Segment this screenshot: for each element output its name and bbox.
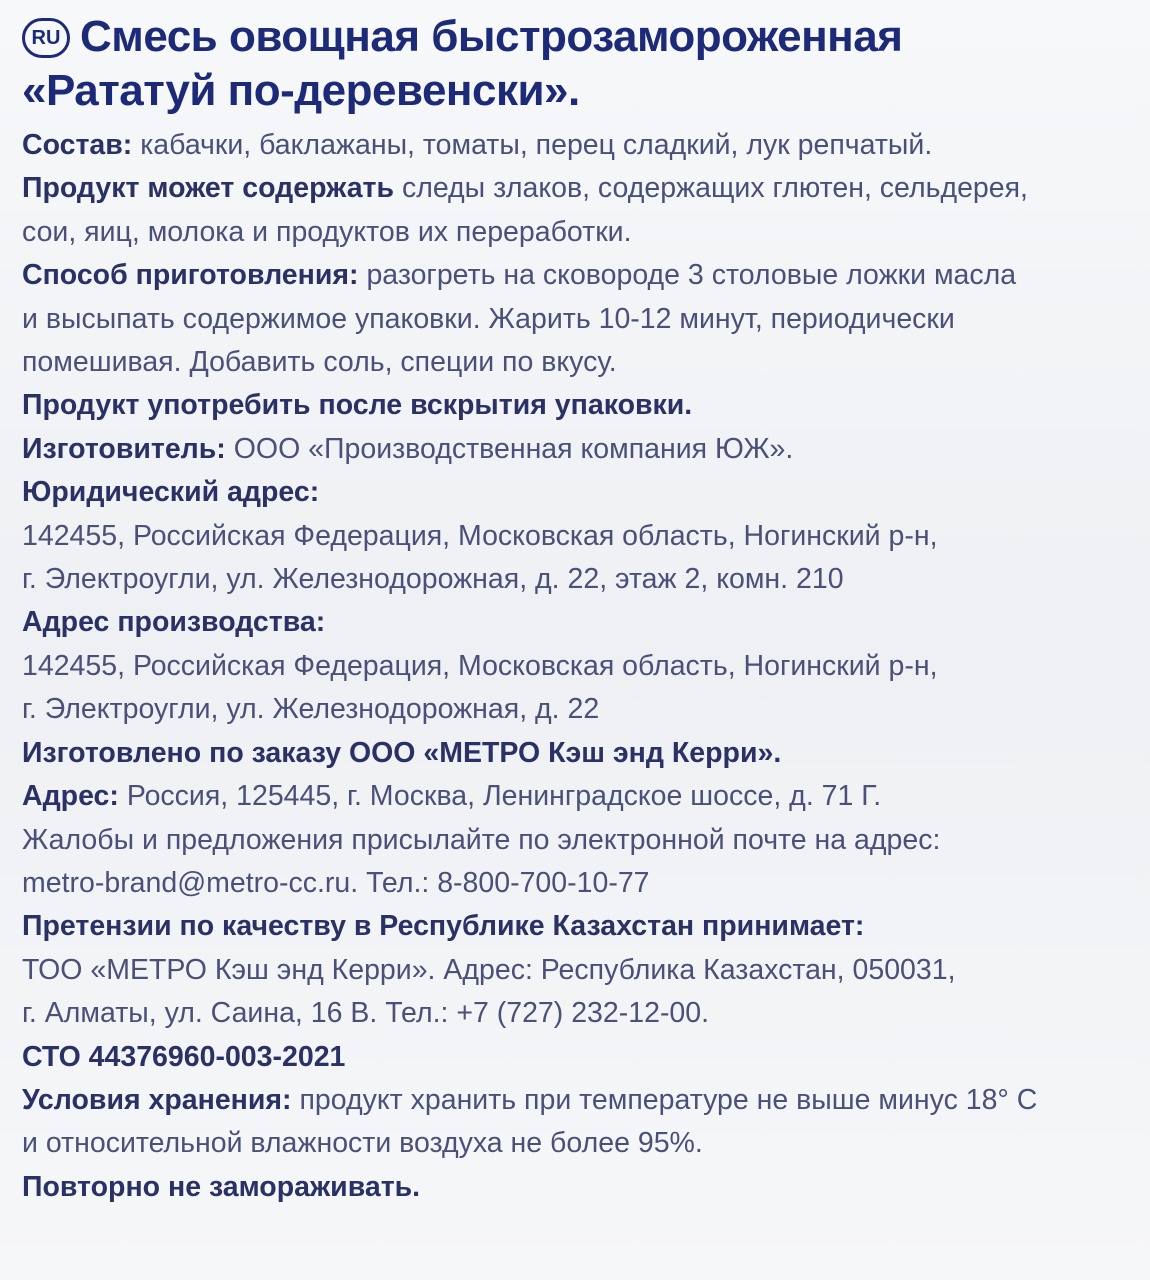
label-line-text: Жалобы и предложения присылайте по электронной почте на адрес: <box>22 823 941 856</box>
label-line-text: кабачки, баклажаны, томаты, перец сладкий, лук репчатый. <box>132 129 933 161</box>
label-line <box>22 384 1136 427</box>
label-line <box>22 341 1136 384</box>
label-line <box>22 992 1136 1035</box>
label-line-bold: Изготовлено по заказу ООО «МЕТРО Кэш энд Керри». <box>22 736 782 769</box>
title-row <box>22 10 1136 118</box>
label-line-bold: Юридический адрес: <box>22 476 320 509</box>
label-line-text: продукт хранить при температуре не выше минус 18° С <box>291 1083 1038 1116</box>
label-line <box>22 688 1136 731</box>
label-line-bold: Состав: <box>22 129 133 161</box>
label-line <box>22 1122 1136 1165</box>
label-line-bold: Адрес: <box>22 780 119 813</box>
label-line-text: и относительной влажности воздуха не более 95%. <box>22 1127 703 1160</box>
label-line-text: 142455, Российская Федерация, Московская область, Ногинский р-н, <box>22 649 938 682</box>
label-line-bold: СТО 44376960-003-2021 <box>22 1040 346 1073</box>
label-line <box>22 732 1136 775</box>
label-line-bold: Способ приготовления: <box>22 259 359 292</box>
label-line <box>22 558 1136 601</box>
label-line-text: следы злаков, содержащих глютен, сельдерея, <box>394 172 1028 205</box>
label-line <box>22 601 1136 644</box>
label-line-text: г. Алматы, ул. Саина, 16 В. Тел.: +7 (727) 232-12-00. <box>22 997 710 1030</box>
label-line-text: помешивая. Добавить соль, специи по вкусу. <box>22 346 617 379</box>
label-line-text: 142455, Российская Федерация, Московская область, Ногинский р-н, <box>22 519 938 552</box>
label-line <box>22 428 1136 471</box>
label-line-text: г. Электроугли, ул. Железнодорожная, д. 22 <box>22 693 600 726</box>
label-line-bold: Адрес производства: <box>22 606 326 639</box>
label-line <box>22 515 1136 558</box>
label-line-text: ООО «Производственная компания ЮЖ». <box>225 432 794 465</box>
label-line <box>22 211 1136 254</box>
label-line-bold: Повторно не замораживать. <box>22 1170 421 1203</box>
label-line-text: metro-brand@metro-cc.ru. Тел.: 8-800-700-10-77 <box>22 866 650 899</box>
label-line-bold: Изготовитель: <box>22 432 226 465</box>
label-line <box>22 471 1136 514</box>
label-line-bold: Продукт может содержать <box>22 172 395 205</box>
label-line-text: разогреть на сковороде 3 столовые ложки масла <box>358 259 1017 292</box>
product-title-line-2: «Рататуй по-деревенски». <box>22 66 580 115</box>
label-line <box>22 1166 1136 1209</box>
label-line <box>22 167 1136 210</box>
label-line <box>22 905 1136 948</box>
label-line <box>22 645 1136 688</box>
label-line-text: и высыпать содержимое упаковки. Жарить 10-12 минут, периодически <box>22 302 955 335</box>
product-title-line-1: Смесь овощная быстрозамороженная <box>80 12 903 61</box>
label-line-bold: Продукт употребить после вскрытия упаковки. <box>22 389 693 422</box>
label-line <box>22 775 1136 818</box>
label-line <box>22 124 1136 167</box>
label-line <box>22 1036 1136 1079</box>
label-line-bold: Условия хранения: <box>22 1083 292 1116</box>
label-line-text: г. Электроугли, ул. Железнодорожная, д. 22, этаж 2, комн. 210 <box>22 563 844 596</box>
label-line-bold: Претензии по качеству в Республике Казахстан принимает: <box>22 910 865 943</box>
label-line-text: сои, яиц, молока и продуктов их переработки. <box>22 215 632 248</box>
label-line-text: ТОО «МЕТРО Кэш энд Керри». Адрес: Республика Казахстан, 050031, <box>22 953 956 986</box>
label-text <box>22 124 1136 1209</box>
label-line <box>22 298 1136 341</box>
label-line-text: Россия, 125445, г. Москва, Ленинградское шоссе, д. 71 Г. <box>118 780 882 813</box>
language-badge: RU <box>22 18 70 58</box>
label-line <box>22 819 1136 862</box>
label-line <box>22 1079 1136 1122</box>
label-line <box>22 862 1136 905</box>
label-line <box>22 949 1136 992</box>
label-line <box>22 254 1136 297</box>
